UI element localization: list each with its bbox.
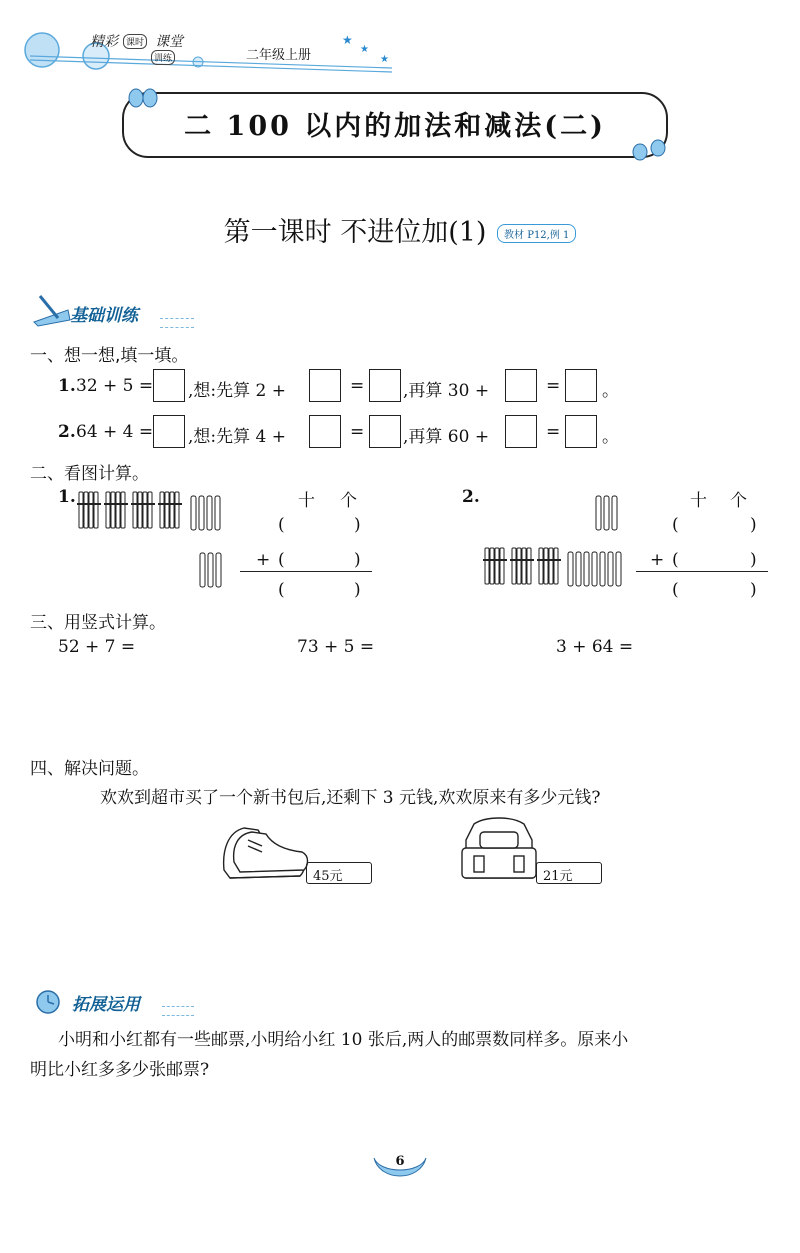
- open-paren: (: [278, 515, 285, 535]
- vertical-calc-expression: 52 + 7 =: [58, 637, 136, 657]
- vertical-calc-expression: 3 + 64 =: [556, 637, 634, 657]
- ones-column-label: 个: [730, 491, 747, 511]
- close-paren: ): [750, 550, 757, 570]
- close-paren: ): [750, 515, 757, 535]
- brand-badge-bottom: 训练: [151, 50, 175, 65]
- extension-problem-line2: 明比小红多多少张邮票?: [30, 1060, 210, 1080]
- sum-line: [636, 571, 768, 572]
- hint-text: ,想:先算 2 +: [188, 381, 286, 401]
- badge-underline: [160, 318, 194, 328]
- footprint-icon: [626, 138, 670, 162]
- stick-bundle-icon: [77, 490, 185, 532]
- equals-sign: =: [350, 422, 365, 442]
- item-number: 1.: [58, 376, 76, 396]
- answer-box[interactable]: [369, 369, 401, 402]
- tens-column-label: 十: [298, 491, 315, 511]
- grade-label: 二年级上册: [246, 48, 312, 63]
- tens-column-label: 十: [690, 491, 707, 511]
- question-3-heading: 三、用竖式计算。: [30, 613, 166, 633]
- equals-sign: =: [546, 422, 561, 442]
- loose-sticks-icon: [198, 551, 228, 591]
- open-paren: (: [672, 515, 679, 535]
- hint-text: ,再算 60 +: [403, 427, 490, 447]
- footprint-icon: [126, 84, 160, 110]
- question-2-heading: 二、看图计算。: [30, 464, 149, 484]
- hint-text: ,想:先算 4 +: [188, 427, 286, 447]
- answer-box[interactable]: [505, 369, 537, 402]
- answer-box[interactable]: [153, 415, 185, 448]
- close-paren: ): [354, 515, 361, 535]
- open-paren: (: [278, 550, 285, 570]
- plus-sign: +: [256, 550, 271, 570]
- equals-sign: =: [546, 376, 561, 396]
- answer-box[interactable]: [565, 369, 597, 402]
- answer-box[interactable]: [309, 369, 341, 402]
- backpack-icon: [456, 814, 542, 886]
- answer-box[interactable]: [309, 415, 341, 448]
- extension-problem-line1: 小明和小红都有一些邮票,小明给小红 10 张后,两人的邮票数同样多。原来小: [58, 1030, 629, 1050]
- section-badge-extend: 拓展运用: [72, 995, 140, 1015]
- period: 。: [602, 381, 619, 401]
- period: 。: [602, 427, 619, 447]
- loose-sticks-icon: [594, 494, 624, 534]
- open-paren: (: [672, 550, 679, 570]
- loose-sticks-icon: [566, 550, 626, 590]
- page-number: 6: [395, 1154, 405, 1169]
- plus-sign: +: [650, 550, 665, 570]
- textbook-reference-tag: 教材 P12,例 1: [497, 224, 576, 243]
- lesson-title: 第一课时 不进位加(1): [223, 217, 487, 248]
- question-4-heading: 四、解决问题。: [30, 759, 149, 779]
- item-number: 2.: [58, 422, 76, 442]
- brand-text: 精彩: [90, 34, 118, 50]
- word-problem-text: 欢欢到超市买了一个新书包后,还剩下 3 元钱,欢欢原来有多少元钱?: [100, 788, 601, 808]
- close-paren: ): [354, 550, 361, 570]
- item-number: 2.: [462, 487, 480, 507]
- hint-text: ,再算 30 +: [403, 381, 490, 401]
- equals-sign: =: [350, 376, 365, 396]
- svg-text:★: ★: [380, 54, 389, 65]
- unit-title-box: [122, 92, 668, 158]
- brand-text-mid: 课堂: [155, 34, 183, 50]
- brand-badge-top: 课时: [123, 34, 147, 49]
- expression: 64 + 4 =: [76, 422, 154, 442]
- header-decoration: [20, 28, 400, 76]
- answer-box[interactable]: [153, 369, 185, 402]
- price-label: 45元: [313, 869, 343, 884]
- vertical-calc-expression: 73 + 5 =: [297, 637, 375, 657]
- unit-title: 二 100 以内的加法和减法(二): [184, 111, 606, 142]
- price-label: 21元: [543, 869, 573, 884]
- section-badge-basic: 基础训练: [70, 306, 138, 326]
- svg-text:★: ★: [360, 44, 369, 55]
- open-paren: (: [278, 580, 285, 600]
- svg-text:★: ★: [342, 33, 353, 47]
- answer-box[interactable]: [369, 415, 401, 448]
- answer-box[interactable]: [505, 415, 537, 448]
- item-number: 1.: [58, 487, 76, 507]
- price-tag: [536, 862, 602, 884]
- stick-bundle-icon: [483, 546, 565, 588]
- loose-sticks-icon: [189, 494, 229, 534]
- close-paren: ): [354, 580, 361, 600]
- badge-underline: [162, 1006, 194, 1016]
- answer-box[interactable]: [565, 415, 597, 448]
- price-tag: [306, 862, 372, 884]
- ruler-pencil-icon: [30, 292, 74, 328]
- lesson-heading: [0, 210, 800, 249]
- open-paren: (: [672, 580, 679, 600]
- ones-column-label: 个: [340, 491, 357, 511]
- sneakers-icon: [218, 820, 310, 886]
- clock-icon: [32, 986, 72, 1018]
- question-1-heading: 一、想一想,填一填。: [30, 346, 189, 366]
- close-paren: ): [750, 580, 757, 600]
- expression: 32 + 5 =: [76, 376, 154, 396]
- sum-line: [240, 571, 372, 572]
